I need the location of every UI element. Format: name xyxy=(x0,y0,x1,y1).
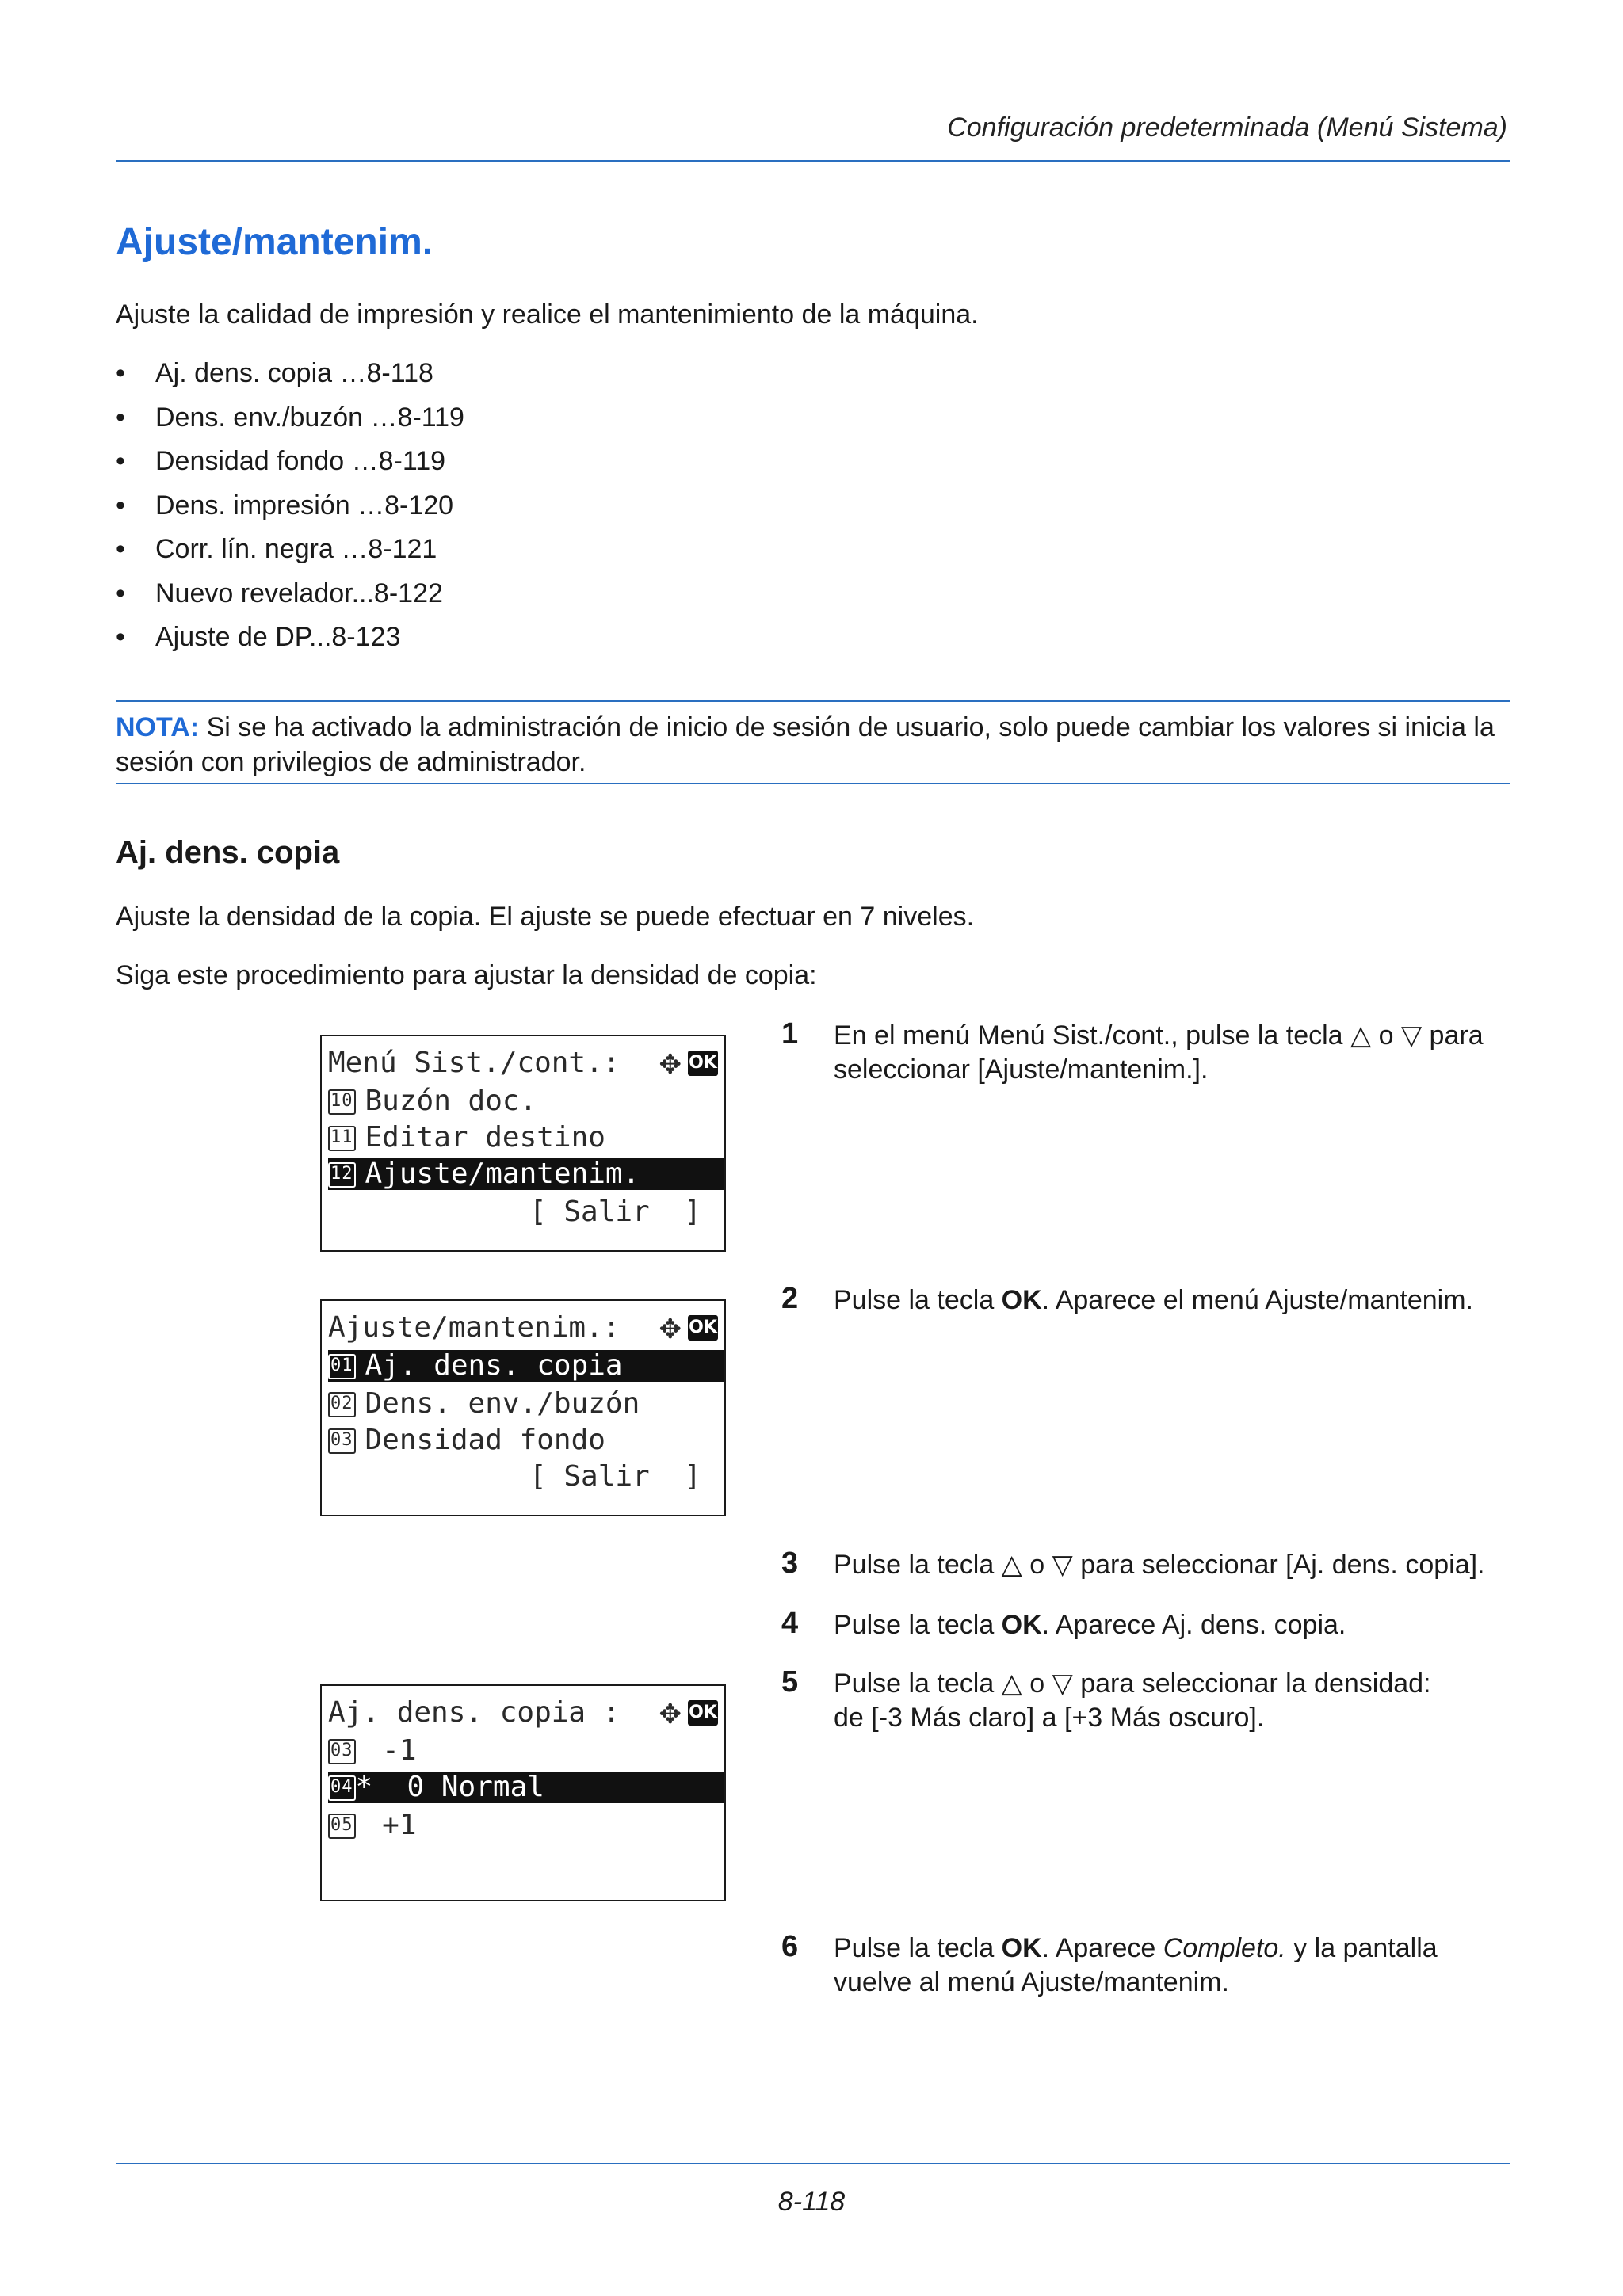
number-icon: 04 xyxy=(328,1775,356,1801)
list-item: • Nuevo revelador...8-122 xyxy=(116,578,443,608)
note-rule-top xyxy=(116,700,1510,702)
lcd-screen-ajuste xyxy=(320,1299,726,1516)
lcd-row: 03 Densidad fondo xyxy=(328,1425,724,1456)
note-label: NOTA: xyxy=(116,712,200,742)
step-text: Pulse la tecla OK. Aparece Completo. y la pantalla vuelve al menú Ajuste/mantenim. xyxy=(834,1933,1438,1997)
number-icon: 01 xyxy=(328,1354,356,1379)
lcd-title-row: Aj. dens. copia : xyxy=(328,1696,621,1729)
list-item: • Ajuste de DP...8-123 xyxy=(116,622,401,652)
lcd-row-selected: 04* 0 Normal xyxy=(328,1772,724,1803)
lcd-row-selected: 01 Aj. dens. copia xyxy=(328,1350,724,1382)
step-number: 6 xyxy=(781,1930,799,1963)
running-header: Configuración predeterminada (Menú Sistema) xyxy=(947,113,1507,143)
step-text: Pulse la tecla OK. Aparece Aj. dens. copia. xyxy=(834,1610,1346,1640)
list-item: • Dens. impresión …8-120 xyxy=(116,490,454,521)
move-arrows-icon: ✥ xyxy=(659,1314,682,1345)
lcd-row-selected: 12 Ajuste/mantenim. xyxy=(328,1158,724,1190)
footer-rule xyxy=(116,2163,1510,2164)
step-number: 4 xyxy=(781,1607,799,1640)
step-number: 3 xyxy=(781,1547,799,1580)
topic-list xyxy=(116,358,464,666)
list-item: • Densidad fondo …8-119 xyxy=(116,446,446,476)
number-icon: 11 xyxy=(328,1126,356,1151)
move-arrows-icon: ✥ xyxy=(659,1049,682,1081)
step-number: 2 xyxy=(781,1282,799,1315)
list-item: • Aj. dens. copia …8-118 xyxy=(116,358,433,388)
number-icon: 05 xyxy=(328,1814,356,1839)
lcd-row: 03 -1 xyxy=(328,1735,724,1767)
lcd-row: 05 +1 xyxy=(328,1810,724,1841)
number-icon: 10 xyxy=(328,1089,356,1115)
section-intro: Ajuste la calidad de impresión y realice el mantenimiento de la máquina. xyxy=(116,299,979,330)
ok-key-icon: OK xyxy=(688,1700,718,1726)
number-icon: 03 xyxy=(328,1428,356,1454)
subsection-paragraph: Ajuste la densidad de la copia. El ajuste se puede efectuar en 7 niveles. xyxy=(116,902,975,932)
lcd-exit-row: [ Salir ] xyxy=(529,1460,701,1493)
page-number: 8-118 xyxy=(777,2187,846,2217)
procedure-intro: Siga este procedimiento para ajustar la densidad de copia: xyxy=(116,960,817,990)
ok-key-icon: OK xyxy=(688,1051,718,1076)
lcd-screen-menu xyxy=(320,1035,726,1252)
step-text: Pulse la tecla △ o ▽ para seleccionar la densidad: de [-3 Más claro] a [+3 Más oscuro]. xyxy=(834,1669,1431,1733)
note-text: Si se ha activado la administración de inicio de sesión de usuario, solo puede cambiar los valores si inicia la sesión con privilegios de administrador. xyxy=(116,712,1495,777)
note-box xyxy=(116,710,1510,780)
step-text: Pulse la tecla △ o ▽ para seleccionar [Aj. dens. copia]. xyxy=(834,1550,1485,1580)
lcd-row: 11 Editar destino xyxy=(328,1122,724,1154)
number-icon: 03 xyxy=(328,1739,356,1764)
lcd-title-row: Menú Sist./cont.: xyxy=(328,1047,621,1079)
step-text: En el menú Menú Sist./cont., pulse la tecla △ o ▽ para seleccionar [Ajuste/mantenim.]. xyxy=(834,1020,1484,1085)
lcd-row: 10 Buzón doc. xyxy=(328,1085,724,1117)
list-item: • Corr. lín. negra …8-121 xyxy=(116,534,437,564)
section-title: Ajuste/mantenim. xyxy=(116,221,433,263)
number-icon: 02 xyxy=(328,1392,356,1417)
lcd-row: 02 Dens. env./buzón xyxy=(328,1388,724,1420)
lcd-exit-row: [ Salir ] xyxy=(529,1196,701,1228)
ok-key-icon: OK xyxy=(688,1315,718,1341)
step-number: 1 xyxy=(781,1017,799,1051)
note-rule-bottom xyxy=(116,783,1510,784)
lcd-screen-density xyxy=(320,1684,726,1901)
number-icon: 12 xyxy=(328,1162,356,1188)
step-number: 5 xyxy=(781,1665,799,1699)
header-rule xyxy=(116,160,1510,162)
subsection-title: Aj. dens. copia xyxy=(116,835,340,870)
step-text: Pulse la tecla OK. Aparece el menú Ajuste/mantenim. xyxy=(834,1285,1473,1315)
move-arrows-icon: ✥ xyxy=(659,1699,682,1730)
list-item: • Dens. env./buzón …8-119 xyxy=(116,402,464,433)
lcd-title-row: Ajuste/mantenim.: xyxy=(328,1311,621,1344)
